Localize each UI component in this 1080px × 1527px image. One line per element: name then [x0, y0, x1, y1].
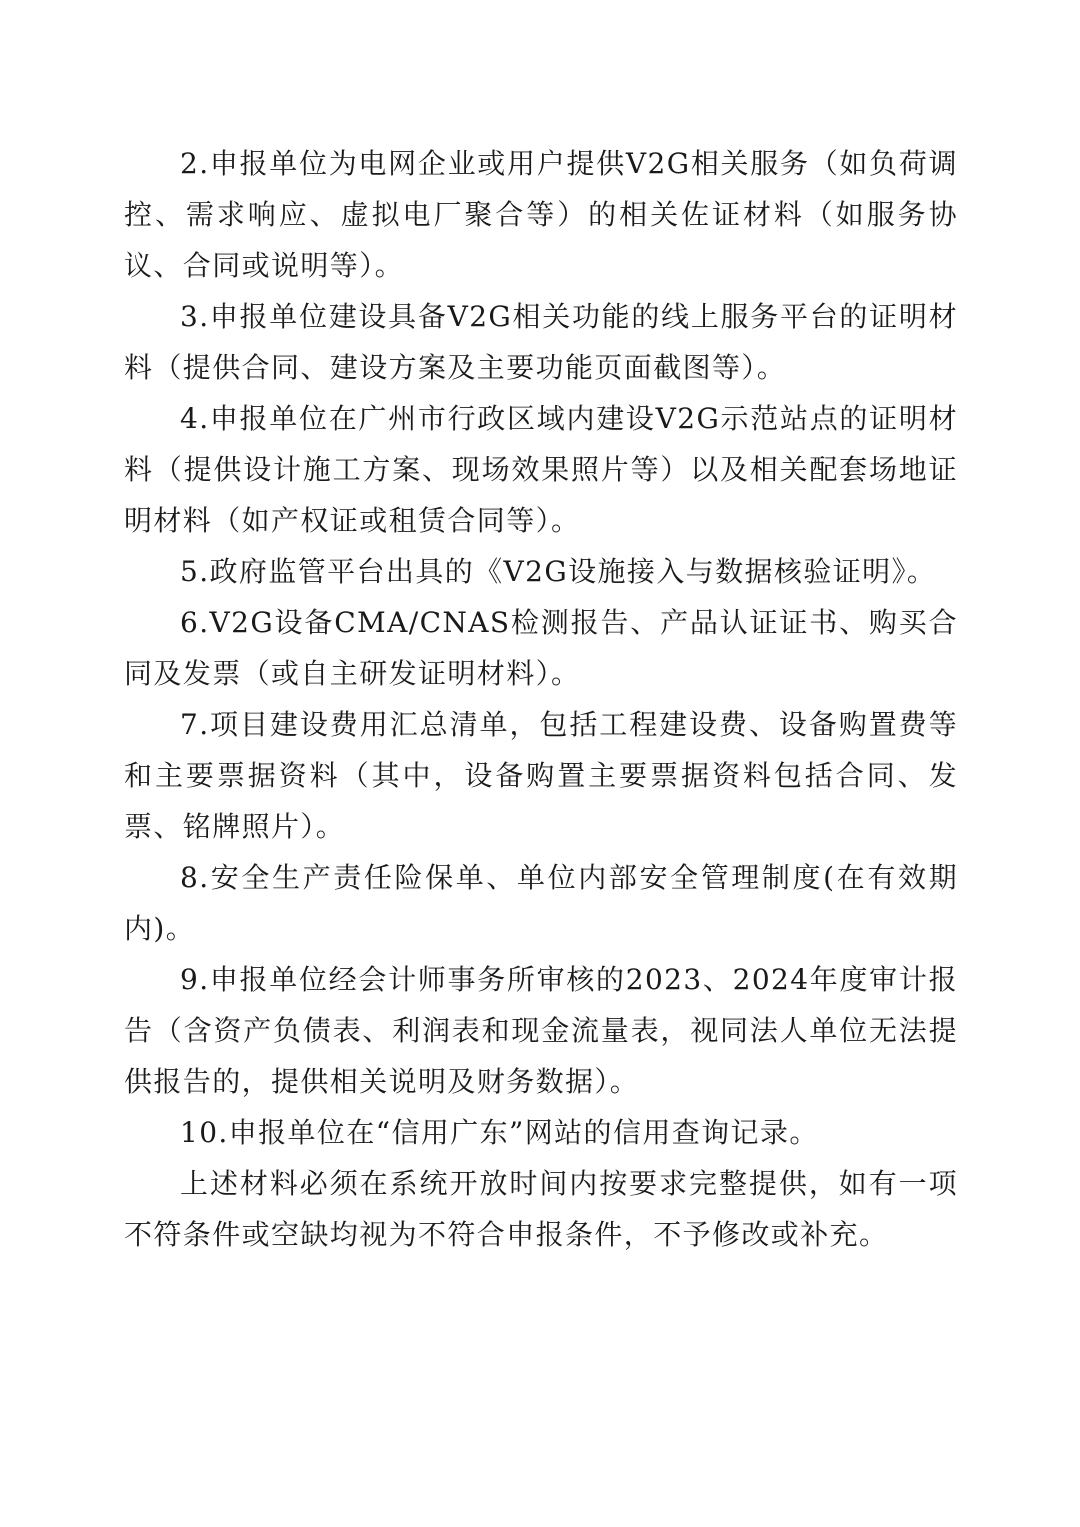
paragraph-item-8: 8.安全生产责任险保单、单位内部安全管理制度(在有效期内)。 — [124, 861, 958, 945]
document-body — [124, 138, 958, 1260]
paragraph-item-3: 3.申报单位建设具备V2G相关功能的线上服务平台的证明材料（提供合同、建设方案及主要功能页面截图等）。 — [124, 300, 958, 384]
paragraph-item-7: 7.项目建设费用汇总清单，包括工程建设费、设备购置费等和主要票据资料（其中，设备购置主要票据资料包括合同、发票、铭牌照片）。 — [124, 708, 958, 843]
closing-paragraph: 上述材料必须在系统开放时间内按要求完整提供，如有一项不符条件或空缺均视为不符合申报条件，不予修改或补充。 — [124, 1167, 958, 1251]
paragraph-item-6: 6.V2G设备CMA/CNAS检测报告、产品认证证书、购买合同及发票（或自主研发证明材料）。 — [124, 606, 958, 690]
paragraph-item-10: 10.申报单位在“信用广东”网站的信用查询记录。 — [180, 1116, 819, 1149]
paragraph-item-5: 5.政府监管平台出具的《V2G设施接入与数据核验证明》。 — [180, 555, 937, 588]
paragraph-item-2: 2.申报单位为电网企业或用户提供V2G相关服务（如负荷调控、需求响应、虚拟电厂聚合等）的相关佐证材料（如服务协议、合同或说明等）。 — [124, 147, 958, 282]
paragraph-item-9: 9.申报单位经会计师事务所审核的2023、2024年度审计报告（含资产负债表、利润表和现金流量表，视同法人单位无法提供报告的，提供相关说明及财务数据）。 — [124, 963, 958, 1098]
paragraph-item-4: 4.申报单位在广州市行政区域内建设V2G示范站点的证明材料（提供设计施工方案、现场效果照片等）以及相关配套场地证明材料（如产权证或租赁合同等）。 — [124, 402, 958, 537]
